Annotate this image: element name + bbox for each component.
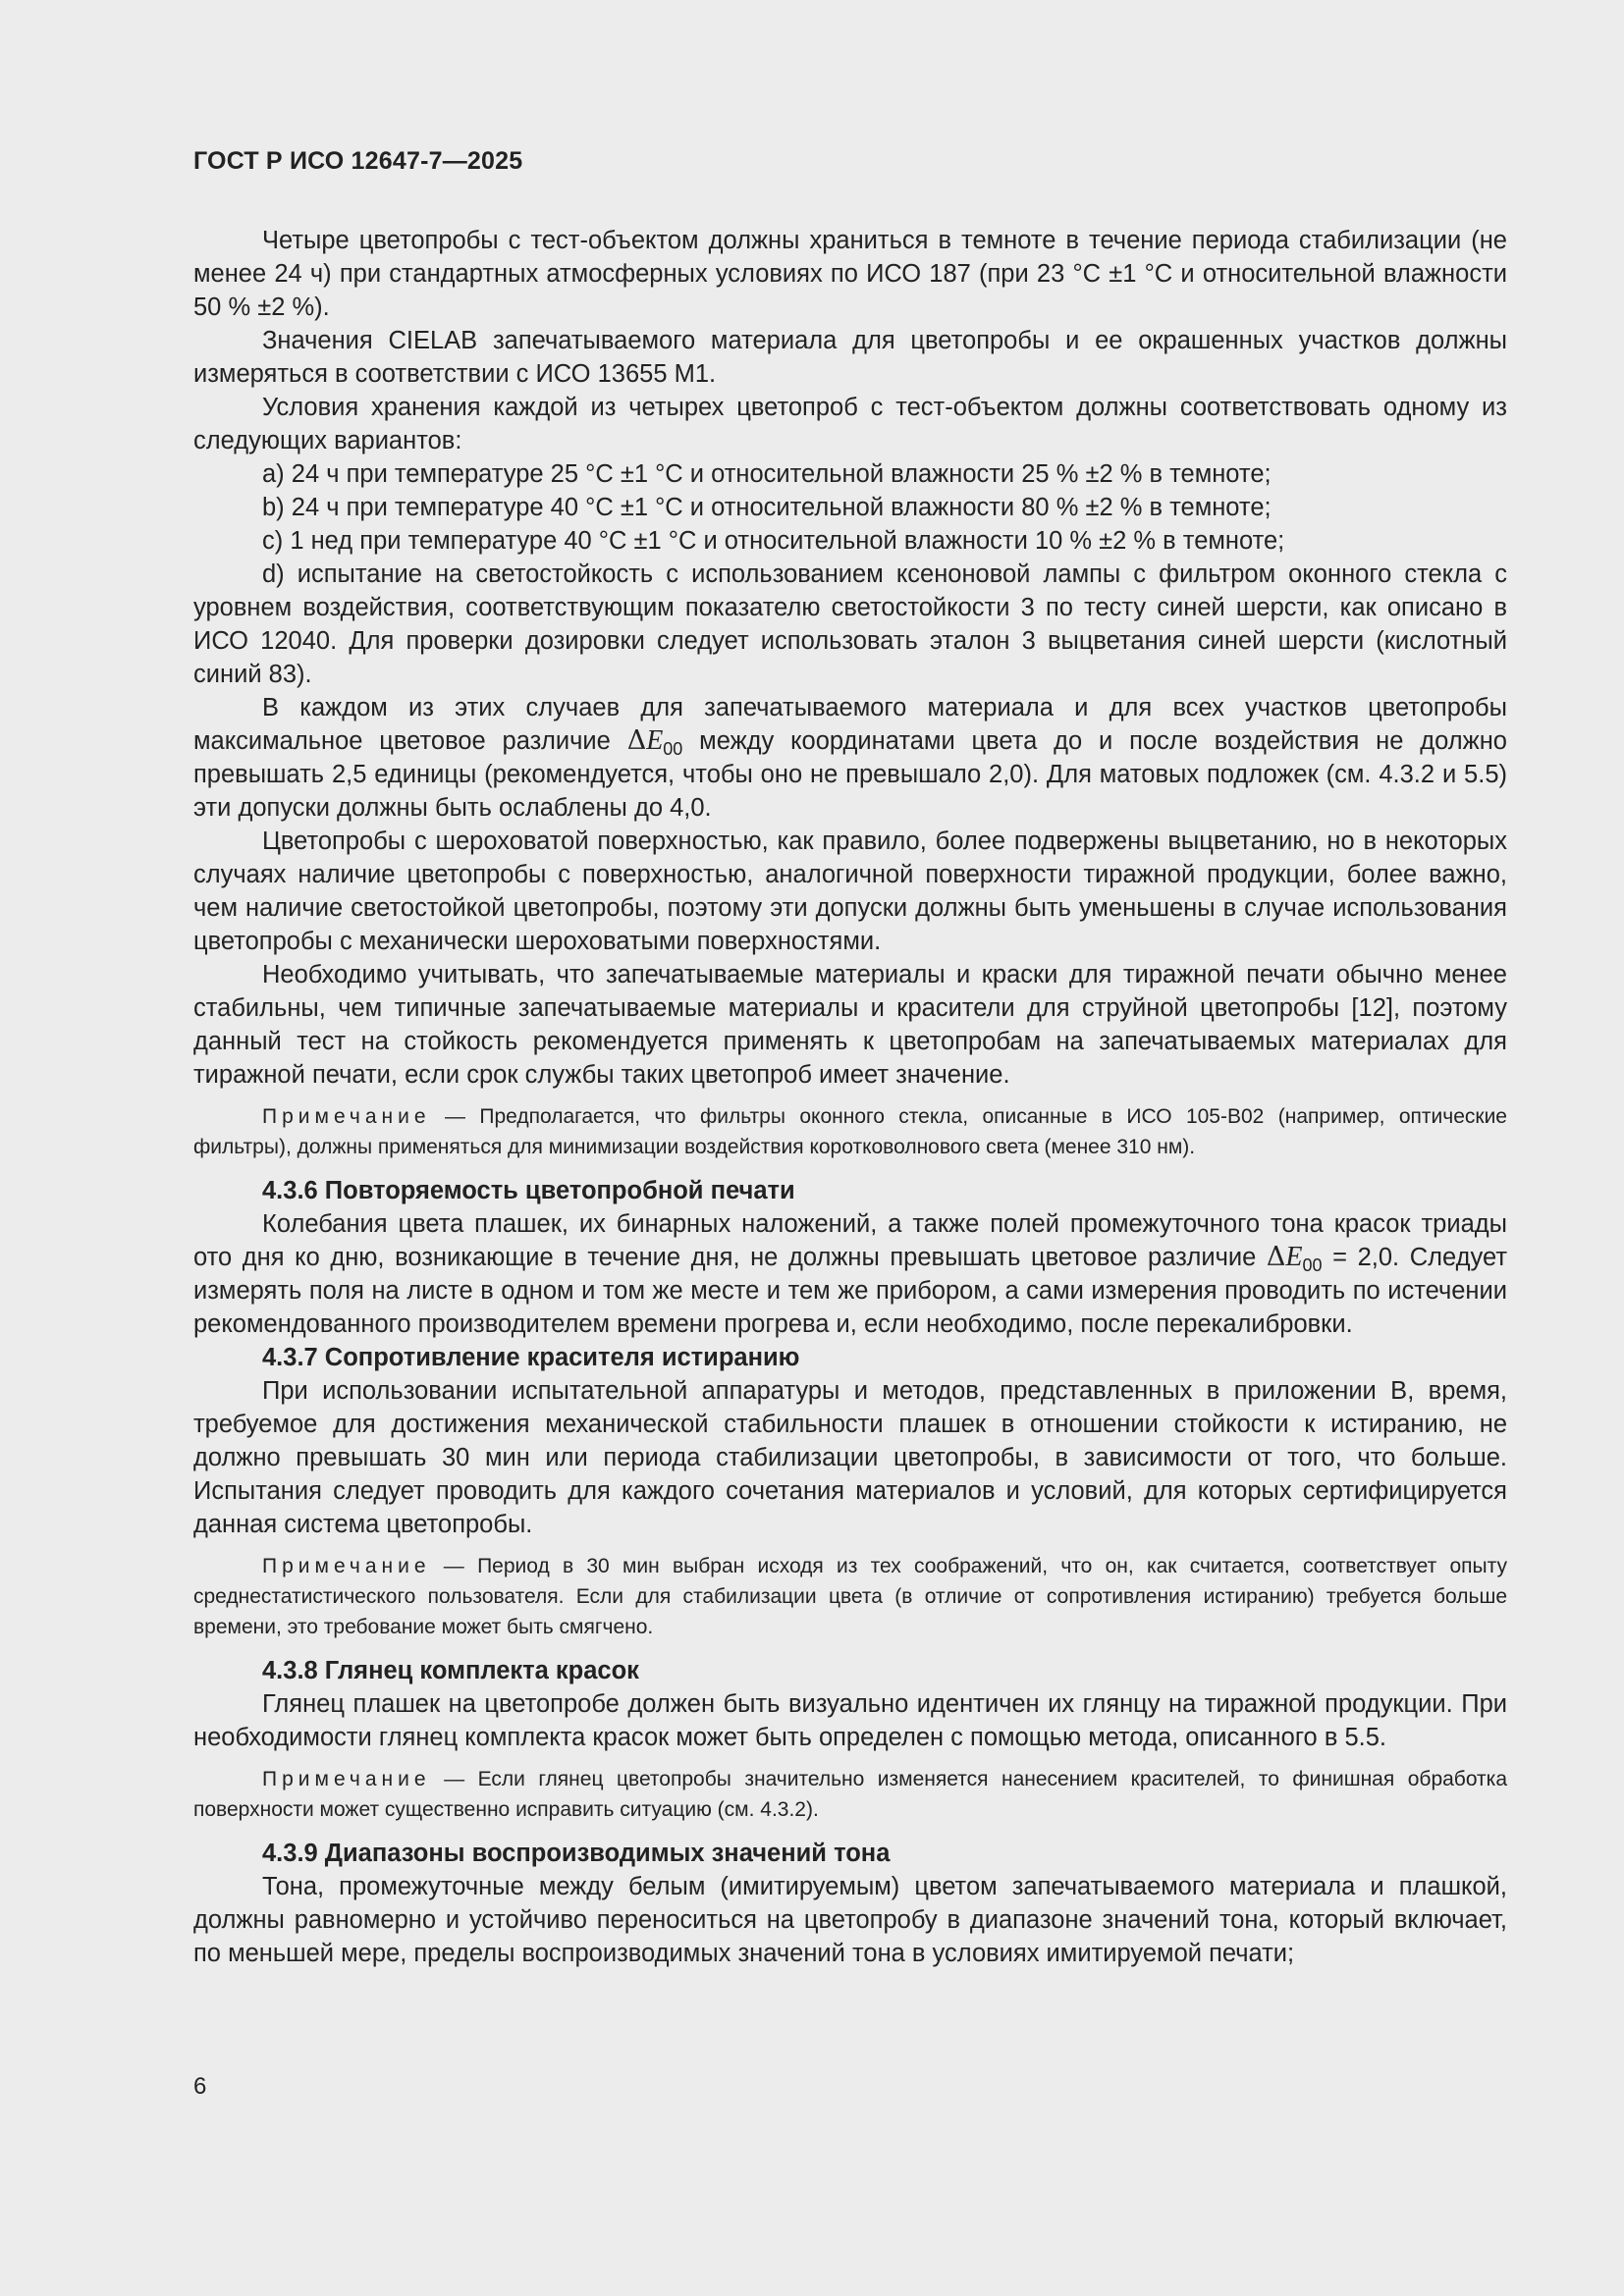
subscript-00: 00: [1302, 1255, 1323, 1275]
section-heading-4-3-7: 4.3.7 Сопротивление красителя истиранию: [262, 1344, 800, 1371]
list-item-d: d) испытание на светостойкость с использованием ксеноновой лампы с фильтром оконного стекла с уровнем воздействия, соответствующим показателю светостойкости 3 по тесту синей шерсти, как описано в ИСО 12040. Для проверки дозировки следует использовать эталон 3 выцветания синей шерсти (кислотный синий 83).: [193, 561, 1507, 688]
section-heading-4-3-6: 4.3.6 Повторяемость цветопробной печати: [262, 1177, 795, 1204]
list-item-a: a) 24 ч при температуре 25 °C ±1 °C и относительной влажности 25 % ±2 % в темноте;: [262, 460, 1272, 488]
note-30-min: [193, 1551, 1507, 1642]
paragraph-repeatability: [193, 1207, 1507, 1341]
text-run: Колебания цвета плашек, их бинарных наложений, а также полей промежуточного тона красок триады ото дня ко дню, возникающие в течение дня, не должны превышать цветовое различие: [193, 1210, 1507, 1271]
note-gloss: [193, 1764, 1507, 1825]
paragraph-tone-ranges: Тона, промежуточные между белым (имитируемым) цветом запечатываемого материала и плашкой, должны равномерно и устойчиво переноситься на цветопробу в диапазоне значений тона, который включает, по меньшей мере, пределы воспроизводимых значений тона в условиях имитируемой печати;: [193, 1873, 1507, 1967]
section-heading-4-3-8: 4.3.8 Глянец комплекта красок: [262, 1657, 639, 1684]
section-heading-4-3-9: 4.3.9 Диапазоны воспроизводимых значений тона: [262, 1840, 891, 1867]
paragraph-stability: Необходимо учитывать, что запечатываемые материалы и краски для тиражной печати обычно менее стабильны, чем типичные запечатываемые материалы и красители для струйной цветопробы [12], поэтому данный тест на стойкость рекомендуется применять к цветопробам на запечатываемых материалах для тиражной печати, если срок службы таких цветопроб имеет значение.: [193, 961, 1507, 1089]
e-symbol: E: [1285, 1242, 1303, 1272]
note-label: Примечание: [262, 1768, 431, 1790]
delta-e00-formula: [1266, 1242, 1323, 1275]
paragraph-conditioning: Четыре цветопробы с тест-объектом должны храниться в темноте в течение периода стабилизации (не менее 24 ч) при стандартных атмосферных условиях по ИСО 187 (при 23 °C ±1 °C и относительной влажности 50 % ±2 %).: [193, 227, 1507, 321]
paragraph-rub-resistance: При использовании испытательной аппаратуры и методов, представленных в приложении B, время, требуемое для достижения механической стабильности плашек в отношении стойкости к истиранию, не должно превышать 30 мин или периода стабилизации цветопробы, в зависимости от того, что больше. Испытания следует проводить для каждого сочетания материалов и условий, для которых сертифицируется данная система цветопробы.: [193, 1377, 1507, 1538]
text-run: В каждом из этих случаев для запечатываемого материала и для всех участков цветопробы максимальное цветовое различие: [193, 694, 1507, 755]
delta-symbol: Δ: [626, 725, 647, 756]
text-run: = 2,0. Следует измерять поля на листе в одном и том же месте и тем же прибором, а сами измерения проводить по истечении рекомендованного производителем времени прогрева и, если необходимо, после перекалибровки.: [193, 1244, 1507, 1338]
document-body: [193, 224, 1507, 1970]
note-window-glass: [193, 1101, 1507, 1162]
paragraph-rough-surface: Цветопробы с шероховатой поверхностью, как правило, более подвержены выцветанию, но в некоторых случаях наличие цветопробы с поверхностью, аналогичной поверхности тиражной продукции, более важно, чем наличие светостойкой цветопробы, поэтому эти допуски должны быть уменьшены в случае использования цветопробы с механически шероховатыми поверхностями.: [193, 828, 1507, 955]
page-number: 6: [193, 2073, 207, 2100]
note-text: Если глянец цветопробы значительно изменяется нанесением красителей, то финишная обработка поверхности может существенно исправить ситуацию (см. 4.3.2).: [193, 1768, 1507, 1821]
list-item-c: c) 1 нед при температуре 40 °C ±1 °C и относительной влажности 10 % ±2 % в темноте;: [262, 527, 1285, 555]
delta-e00-formula: [626, 725, 683, 759]
note-dash: —: [430, 1768, 478, 1790]
subscript-00: 00: [663, 739, 683, 759]
note-text: Период в 30 мин выбран исходя из тех соображений, что он, как считается, соответствует опыту среднестатистического пользователя. Если для стабилизации цвета (в отличие от сопротивления истиранию) требуется больше времени, это требование может быть смягчено.: [193, 1555, 1507, 1638]
paragraph-cielab: Значения CIELAB запечатываемого материала для цветопробы и ее окрашенных участков должны измеряться в соответствии с ИСО 13655 M1.: [193, 327, 1507, 388]
note-dash: —: [430, 1555, 478, 1577]
paragraph-gloss: Глянец плашек на цветопробе должен быть визуально идентичен их глянцу на тиражной продукции. При необходимости глянец комплекта красок может быть определен с помощью метода, описанного в 5.5.: [193, 1690, 1507, 1751]
delta-symbol: Δ: [1266, 1242, 1286, 1272]
note-text: Предполагается, что фильтры оконного стекла, описанные в ИСО 105-B02 (например, оптические фильтры), должны применяться для минимизации воздействия коротковолнового света (менее 310 нм).: [193, 1105, 1507, 1158]
document-header: ГОСТ Р ИСО 12647-7—2025: [193, 147, 523, 175]
note-label: Примечание: [262, 1105, 431, 1128]
paragraph-storage-conditions: Условия хранения каждой из четырех цветопроб с тест-объектом должны соответствовать одному из следующих вариантов:: [193, 394, 1507, 454]
text-run: между координатами цвета до и после воздействия не должно превышать 2,5 единицы (рекомендуется, чтобы оно не превышало 2,0). Для матовых подложек (см. 4.3.2 и 5.5) эти допуски должны быть ослаблены до 4,0.: [193, 727, 1507, 822]
note-label: Примечание: [262, 1555, 431, 1577]
e-symbol: E: [646, 725, 664, 756]
paragraph-color-difference: [193, 691, 1507, 825]
list-item-b: b) 24 ч при температуре 40 °C ±1 °C и относительной влажности 80 % ±2 % в темноте;: [262, 494, 1272, 521]
note-dash: —: [430, 1105, 480, 1128]
